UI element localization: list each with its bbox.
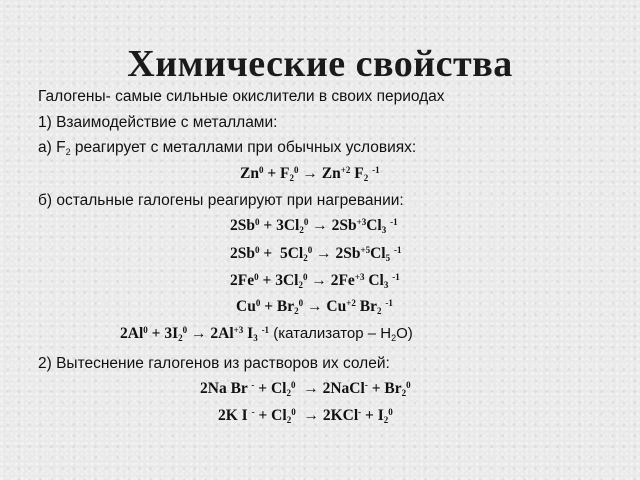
equation-nabr-cl2: 2Na Br $^- + Cl_2^0$ → 2NaCl- + $Br_2^0$: [200, 380, 411, 398]
equation-fe-cl2: $2Fe^0 + 3Cl_2^0 \to 2Fe^{+3}$ $Cl_3$ $^{-1}$: [230, 272, 400, 290]
item-a-text: а) $F_2$ реагирует с металлами при обычных условиях:: [38, 139, 417, 157]
equation-sb-cl2-5: $2Sb^0 + 5Cl_2^0 \to 2Sb^{+5}Cl_5$ $^{-1}$: [230, 245, 402, 263]
catalyst-note: (катализатор – $H_2O$): [269, 325, 413, 343]
item-b-text: б) остальные галогены реагируют при нагревании:: [38, 192, 404, 209]
intro-text: Галогены- самые сильные окислители в своих периодах: [38, 88, 445, 105]
item-2-heading: 2) Вытеснение галогенов из растворов их солей:: [38, 355, 390, 372]
slide-title: Химические свойства: [127, 43, 513, 85]
equation-cu-br2: $Cu^0 + Br_2^0 \to Cu^{+2}$ $Br_2$ $^{-1}$: [236, 298, 393, 316]
equation-al-i2: $2Al^0 + 3I_2^0 \to 2Al^{+3}$ $I_3$ $^{-1}$ (катализатор – $H_2O$): [120, 325, 413, 343]
equation-sb-cl2-3: $2Sb^0 + 3Cl_2^0 \to 2Sb^{+3}Cl_3$ $^{-1}$: [230, 217, 398, 235]
equation-ki-cl2: 2K I $^- + Cl_2^0 \to 2KCl^- + I_2^0$: [218, 407, 393, 425]
equation-zn-f2: $Zn^0 + F_2^0 \to Zn^{+2}$ $F_2$ $^{-1}$: [240, 165, 380, 183]
item-1-heading: 1) Взаимодействие с металлами:: [38, 114, 278, 131]
